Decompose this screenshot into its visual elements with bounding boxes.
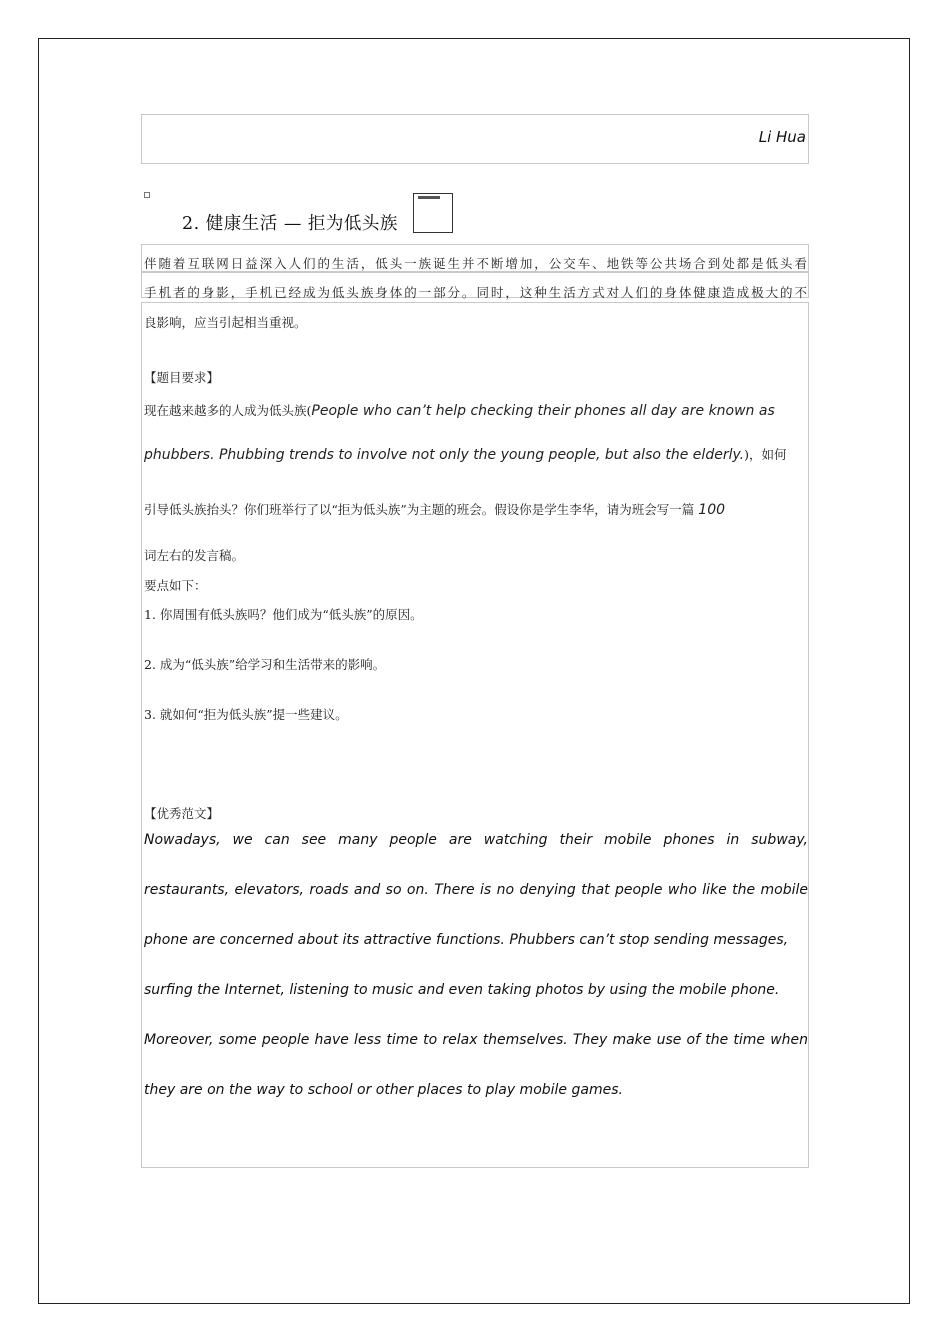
essay-line-5: Moreover, some people have less time to relax themselves. They make use of the time when [144, 1032, 808, 1048]
signature: Li Hua [758, 128, 806, 146]
point-item-2: 2. 成为“低头族”给学习和生活带来的影响。 [144, 657, 386, 672]
requirements-line-1 [144, 401, 775, 419]
essay-line-3: phone are concerned about its attractive functions. Phubbers can’t stop sending messages, [144, 932, 789, 948]
requirements-line-1-en: People who can’t help checking their phones all day are known as [311, 403, 775, 419]
point-item-1: 1. 你周围有低头族吗？他们成为“低头族”的原因。 [144, 607, 423, 622]
point-item-3: 3. 就如何“拒为低头族”提一些建议。 [144, 707, 348, 722]
signature-box [141, 114, 809, 164]
requirements-header: 【题目要求】 [144, 370, 220, 385]
requirements-line-2-cn: )，如何 [744, 447, 787, 462]
intro-line-1: 伴随着互联网日益深入人们的生活，低头一族诞生并不断增加，公交车、地铁等公共场合到处都是低头看 [144, 256, 807, 271]
requirements-line-3 [144, 500, 725, 518]
requirements-line-2-en: phubbers. Phubbing trends to involve not only the young people, but also the elderly. [144, 447, 745, 463]
section-heading: 2. 健康生活 — 拒为低头族 [182, 214, 398, 234]
essay-header: 【优秀范文】 [144, 806, 220, 821]
anchor-mark [144, 192, 150, 198]
requirements-line-3-cn: 引导低头族抬头？你们班举行了以“拒为低头族”为主题的班会。假设你是学生李华，请为班会写一篇 [144, 502, 695, 517]
requirements-line-4: 词左右的发言稿。 [144, 548, 245, 563]
intro-line-3: 良影响，应当引起相当重视。 [144, 315, 307, 330]
requirements-line-1-cn: 现在越来越多的人成为低头族( [144, 403, 312, 418]
image-caption-strip [418, 196, 440, 199]
intro-line-2: 手机者的身影，手机已经成为低头族身体的一部分。同时，这种生活方式对人们的身体健康造成极大的不 [144, 285, 807, 300]
requirements-line-3-num: 100 [698, 502, 726, 518]
image-placeholder-icon [413, 193, 453, 233]
requirements-line-2 [144, 445, 787, 463]
points-label: 要点如下： [144, 578, 207, 593]
essay-line-2: restaurants, elevators, roads and so on. There is no denying that people who like the mobile [144, 882, 808, 898]
essay-line-4: surfing the Internet, listening to music and even taking photos by using the mobile phone. [144, 982, 780, 998]
essay-line-1: Nowadays, we can see many people are watching their mobile phones in subway, [144, 832, 808, 848]
essay-line-6: they are on the way to school or other places to play mobile games. [144, 1082, 623, 1098]
